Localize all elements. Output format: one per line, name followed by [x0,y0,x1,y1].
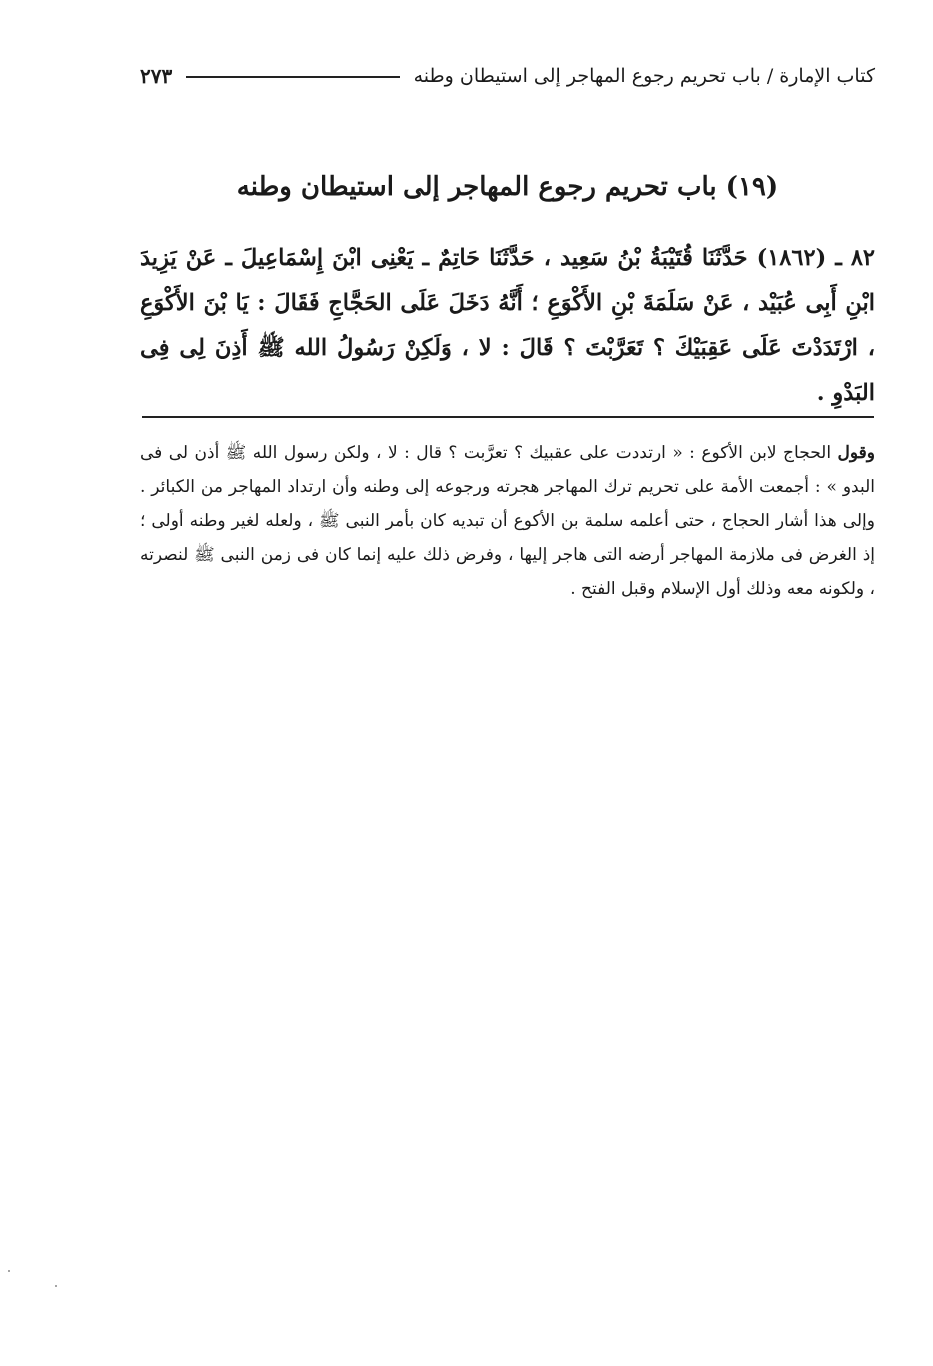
scan-speck [8,1270,10,1272]
commentary-text: الحجاج لابن الأكوع : « ارتددت على عقبيك ؟ تعرَّبت ؟ قال : لا ، ولكن رسول الله ﷺ أذن لى فى البدو » : أجمعت الأمة على تحريم ترك المهاجر هجرته ورجوعه إلى وطنه وأن ارتداد المهاجر من الكبائر . وإلى هذا أشار الحجاج ، حتى أعلمه سلمة بن الأكوع أن تبديه كان بأمر النبى ﷺ ، ولعله لغير وطنه أولى ؛ إذ الغرض فى ملازمة المهاجر أرضه التى هاجر إليها ، وفرض ذلك عليه إنما كان فى زمن النبى ﷺ لنصرته ، ولكونه معه وذلك أول الإسلام وقبل الفتح . [140,443,875,599]
page-number: ٢٧٣ [140,64,173,88]
running-header [140,58,875,94]
running-title: كتاب الإمارة / باب تحريم رجوع المهاجر إلى استيطان وطنه [413,65,875,87]
hadith-number: ٨٢ ـ (١٨٦٢) [756,245,875,271]
commentary-paragraph [140,436,875,606]
commentary-lead: وقول [837,443,876,463]
hadith-paragraph [140,236,875,416]
scan-speck [55,1285,57,1287]
chapter-heading: (١٩) باب تحريم رجوع المهاجر إلى استيطان وطنه [236,172,779,202]
hadith-text: حَدَّثَنَا قُتَيْبَةُ بْنُ سَعِيد ، حَدَّثَنَا حَاتِمٌ ـ يَعْنِى ابْنَ إِسْمَاعِيلَ ـ عَنْ يَزِيدَ ابْنِ أَبِى عُبَيْد ، عَنْ سَلَمَةَ بْنِ الأَكْوَعِ ؛ أَنَّهُ دَخَلَ عَلَى الحَجَّاجِ فَقَالَ : يَا بْنَ الأَكْوَعِ ، ارْتَدَدْتَ عَلَى عَقِبَيْكَ ؟ تَعَرَّبْتَ ؟ قَالَ : لا ، وَلَكِنْ رَسُولُ الله ﷺ أَذِنَ لِى فِى البَدْوِ . [140,245,875,406]
header-rule [186,76,399,78]
footnote-separator [142,416,874,418]
